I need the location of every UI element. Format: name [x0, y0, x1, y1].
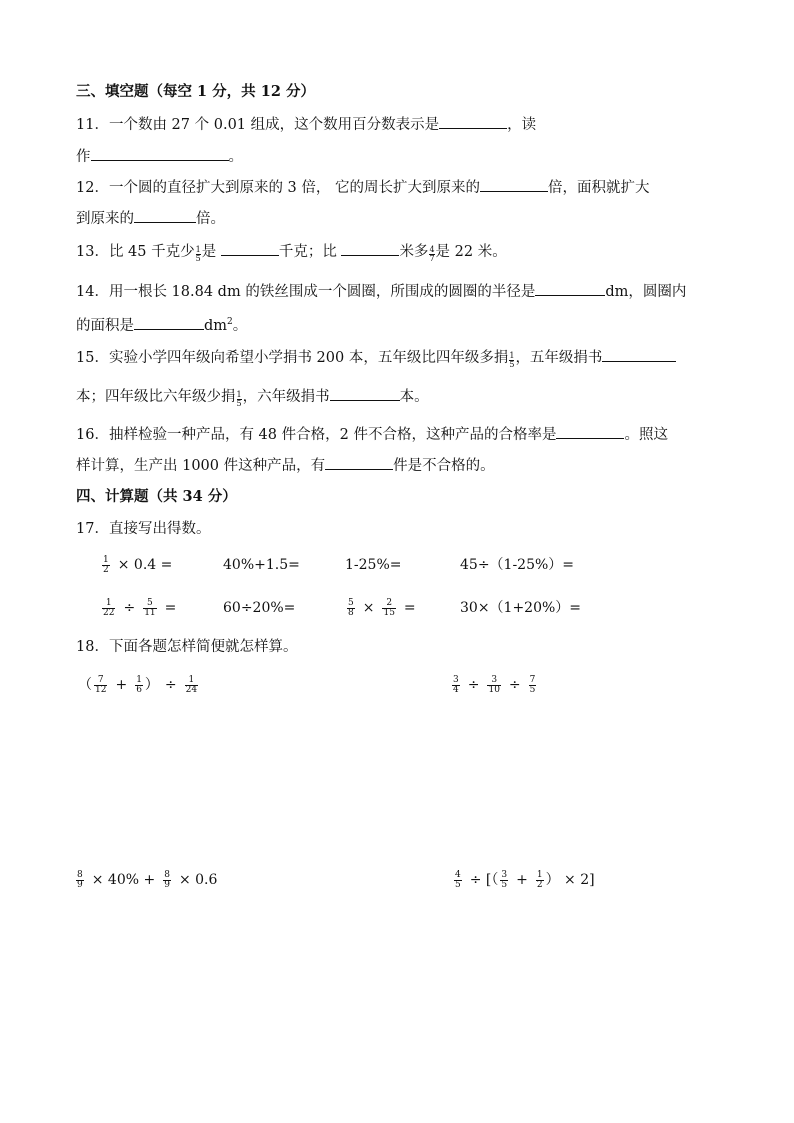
fraction [143, 599, 156, 618]
fraction-numerator: 8 [77, 869, 83, 880]
fraction [382, 599, 395, 618]
question-16-line-2 [76, 455, 495, 476]
fraction-numerator: 3 [453, 674, 459, 685]
q15-f1-numerator: 1 [509, 350, 515, 360]
fraction [536, 871, 544, 890]
question-15-line-1 [76, 347, 676, 368]
q12-text-2-end: 倍。 [196, 211, 225, 227]
q15-f2-denominator: 5 [236, 398, 242, 408]
q11-text: 11．一个数由 27 个 0.01 组成，这个数用百分数表示是 [76, 117, 440, 133]
fraction [454, 871, 462, 890]
q15-fraction-1 [509, 352, 514, 369]
divide-sign: ÷ [123, 600, 136, 616]
fraction [452, 676, 460, 695]
q16-text-2-end: 件是不合格的。 [393, 458, 495, 474]
fraction-denominator: 6 [136, 684, 142, 695]
fraction-denominator: 5 [455, 879, 461, 890]
q17-r1-item-2: 40%+1.5= [223, 557, 300, 573]
plus-sign: + [115, 677, 128, 693]
question-15-line-2 [76, 386, 429, 407]
question-16-line-1 [76, 424, 668, 445]
q18-expression-1 [78, 673, 200, 697]
fraction-numerator: 1 [103, 554, 109, 565]
q17-r1-item-4: 45÷（1-25%）= [460, 557, 575, 573]
q17-r2-item-1 [100, 596, 176, 620]
section-3-title: 三、填空题（每空 1 分，共 12 分） [76, 83, 315, 100]
fraction [102, 599, 115, 618]
fraction-denominator: 9 [77, 879, 83, 890]
q15-text-a: 15．实验小学四年级向希望小学捐书 200 本，五年级比四年级多捐 [76, 350, 509, 366]
q17-r2-item-4: 30×（1+20%）= [460, 600, 582, 616]
question-12-line-1 [76, 177, 650, 198]
q15-fraction-2 [237, 391, 242, 408]
q13-f2-numerator: 4 [429, 244, 435, 254]
q17-r1-item-1-text: × 0.4 = [117, 557, 173, 573]
section-4-title: 四、计算题（共 34 分） [76, 488, 237, 505]
q13-blank-1[interactable] [221, 241, 279, 256]
q15-text-d: ，六年级捐书 [242, 389, 330, 405]
q15-blank-1[interactable] [602, 347, 676, 362]
equals-sign: = [403, 600, 416, 616]
q15-text-e: 本。 [399, 389, 429, 405]
fraction-numerator: 3 [487, 676, 500, 686]
fraction-numerator: 8 [164, 869, 170, 880]
q15-text-c: 本；四年级比六年级少捐 [76, 389, 236, 405]
q12-text-mid: 倍，面积就扩大 [548, 180, 650, 196]
q14-text-end: dm，圆圈内 [605, 284, 687, 300]
fraction-denominator: 5 [529, 684, 536, 695]
q11-text-2: 作 [76, 149, 91, 165]
q14-tail: 。 [232, 317, 248, 334]
fraction-denominator: 2 [103, 564, 109, 575]
fraction-numerator: 7 [94, 676, 107, 686]
q13-text-e: 是 22 米。 [435, 244, 507, 260]
q14-unit: dm [204, 317, 228, 334]
question-13 [76, 241, 507, 262]
question-11-line-2 [76, 146, 243, 167]
fraction-numerator: 1 [102, 599, 115, 609]
q13-f1-denominator: 5 [195, 253, 201, 263]
fraction-denominator: 22 [103, 607, 115, 618]
divide-sign: ÷ [508, 677, 521, 693]
q14-blank-1[interactable] [535, 281, 605, 296]
q11-blank-2[interactable] [91, 146, 229, 161]
fraction [185, 676, 198, 695]
fraction-denominator: 8 [348, 607, 354, 618]
fraction-numerator: 1 [536, 869, 543, 880]
q13-blank-2[interactable] [341, 241, 399, 256]
q13-f1-numerator: 1 [195, 244, 201, 254]
fraction-numerator: 5 [143, 599, 156, 609]
q18-e4-text-1: ÷ [（ [469, 872, 499, 888]
q13-text-c: 千克；比 [278, 244, 342, 260]
fraction-denominator: 2 [536, 879, 543, 890]
q17-r2-item-2: 60÷20%= [223, 600, 296, 616]
q14-blank-2[interactable] [134, 315, 204, 330]
q17-r1-item-3: 1-25%= [345, 557, 402, 573]
fraction [94, 676, 107, 695]
q15-f1-denominator: 5 [509, 359, 515, 369]
question-18-title: 18．下面各题怎样简便就怎样算。 [76, 639, 298, 655]
fraction-denominator: 12 [95, 684, 107, 695]
fraction [163, 871, 171, 890]
fraction-numerator: 2 [382, 599, 395, 609]
fraction-numerator: 7 [529, 674, 536, 685]
q13-fraction-2 [429, 246, 434, 263]
q17-r1-fraction [102, 556, 110, 575]
q11-text-2-end: 。 [228, 149, 243, 165]
fraction-denominator: 4 [453, 684, 459, 695]
q14-text-2: 的面积是 [76, 317, 134, 334]
fraction-denominator: 5 [501, 879, 508, 890]
q13-text-a: 13．比 45 千克少 [76, 244, 195, 260]
fraction-denominator: 10 [488, 684, 500, 695]
left-paren: （ [78, 677, 92, 693]
fraction-denominator: 15 [383, 607, 395, 618]
fraction [487, 676, 500, 695]
q16-blank-2[interactable] [325, 455, 393, 470]
fraction-numerator: 5 [348, 597, 354, 608]
fraction [529, 676, 537, 695]
q18-e3-text-2: × 0.6 [178, 872, 218, 888]
fraction-denominator: 24 [185, 684, 198, 695]
q18-expression-3 [74, 868, 217, 892]
q16-text-end: 。照这 [624, 427, 668, 443]
fraction-numerator: 1 [136, 674, 142, 685]
question-17-title: 17．直接写出得数。 [76, 521, 211, 537]
q18-e4-text-2: ） × 2] [545, 872, 595, 888]
equals-sign: = [164, 600, 177, 616]
q13-f2-denominator: 7 [429, 253, 435, 263]
q12-blank-2[interactable] [134, 208, 196, 223]
q15-f2-numerator: 1 [236, 389, 242, 399]
fraction [347, 599, 355, 618]
fraction [135, 676, 143, 695]
q12-text-2: 到原来的 [76, 211, 134, 227]
fraction [76, 871, 84, 890]
q13-text-b: 是 [201, 244, 221, 260]
q18-expression-2 [450, 673, 538, 697]
fraction-numerator: 4 [455, 869, 461, 880]
q18-expression-4 [452, 868, 595, 892]
divide-sign: ÷ [164, 677, 177, 693]
plus-sign: + [516, 872, 528, 888]
question-12-line-2 [76, 208, 225, 229]
q11-text-end: ，读 [507, 117, 537, 133]
q16-blank-1[interactable] [556, 424, 624, 439]
fraction [500, 871, 508, 890]
question-11-line-1 [76, 114, 536, 135]
q12-text: 12．一个圆的直径扩大到原来的 3 倍， 它的周长扩大到原来的 [76, 180, 481, 196]
q17-r1-item-1 [100, 553, 172, 577]
fraction-numerator: 3 [501, 869, 508, 880]
q14-unit-exponent: 2 [227, 317, 233, 327]
q13-fraction-1 [196, 246, 201, 263]
fraction-denominator: 9 [164, 879, 170, 890]
right-paren: ） [144, 677, 159, 693]
q16-text-2: 样计算，生产出 1000 件这种产品，有 [76, 458, 326, 474]
q13-text-d: 米多 [399, 244, 429, 260]
question-14-line-2 [76, 312, 247, 336]
divide-sign: ÷ [467, 677, 480, 693]
times-sign: × [362, 600, 375, 616]
question-14-line-1 [76, 281, 686, 302]
q15-text-b: ，五年级捐书 [515, 350, 603, 366]
q14-text: 14．用一根长 18.84 dm 的铁丝围成一个圆圈，所围成的圆圈的半径是 [76, 284, 536, 300]
fraction-denominator: 11 [144, 607, 156, 618]
q15-blank-2[interactable] [330, 386, 400, 401]
fraction-numerator: 1 [185, 676, 198, 686]
q12-blank-1[interactable] [480, 177, 548, 192]
q18-e3-text-1: × 40% + [91, 872, 156, 888]
q11-blank-1[interactable] [439, 114, 507, 129]
q17-r2-item-3 [345, 596, 416, 620]
q16-text: 16．抽样检验一种产品，有 48 件合格，2 件不合格，这种产品的合格率是 [76, 427, 557, 443]
